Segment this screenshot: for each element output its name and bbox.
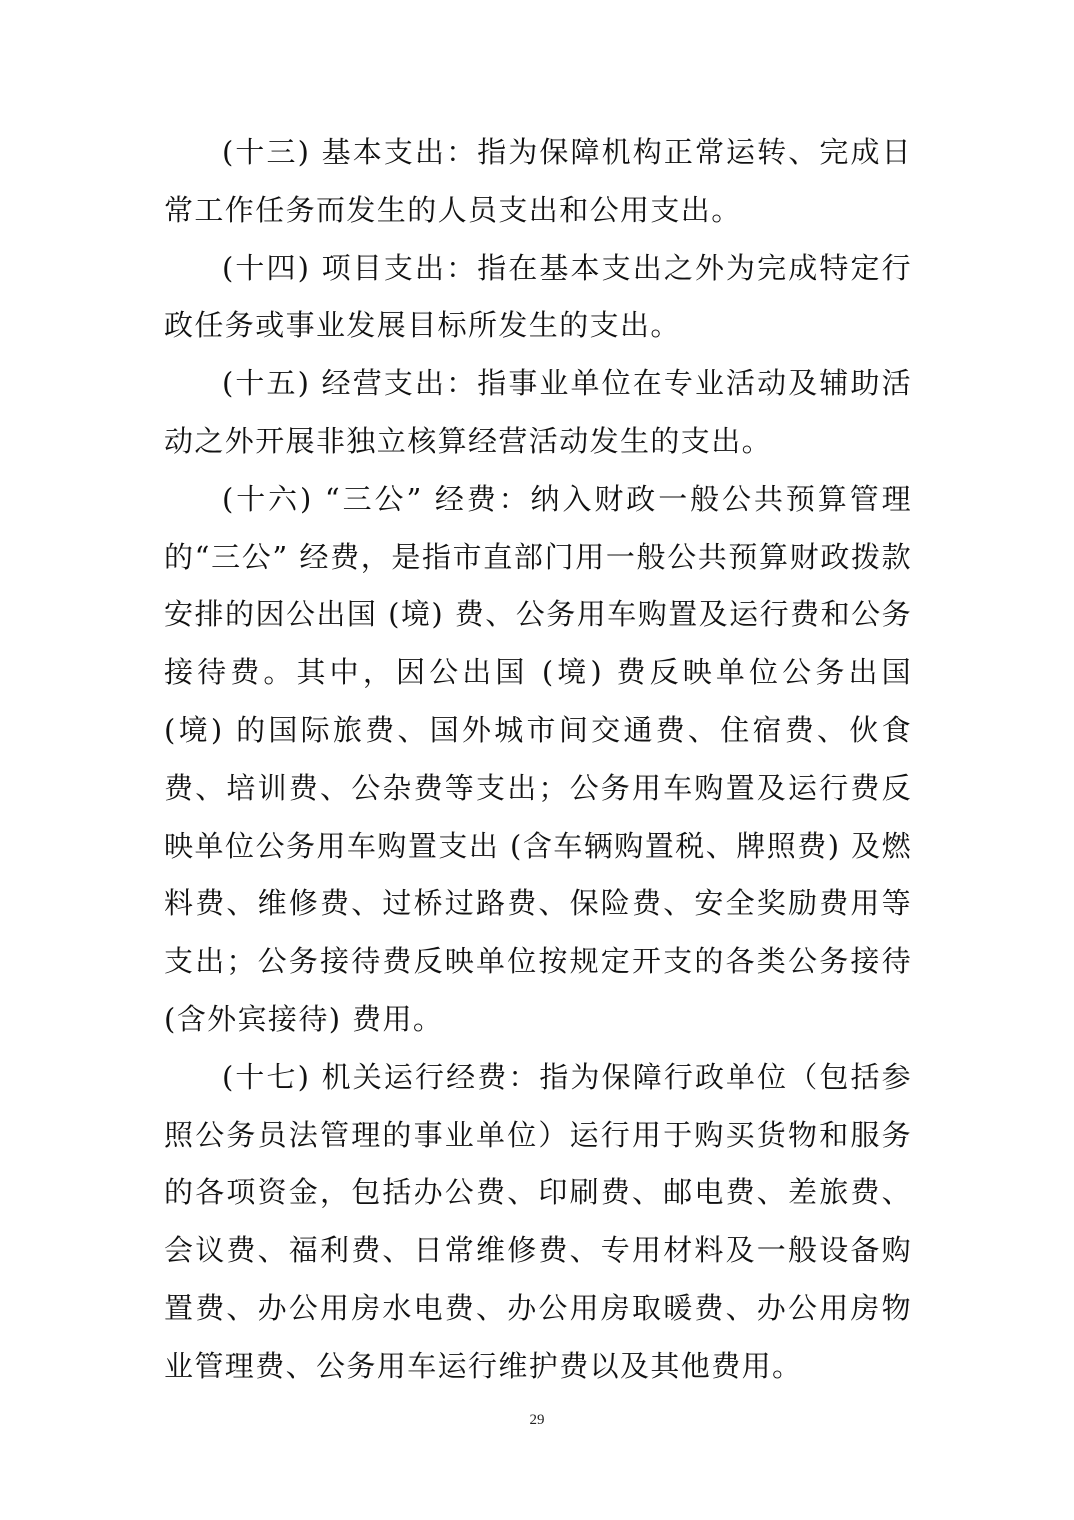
body-text: [164, 124, 912, 1396]
paragraph-project-expenditure: (十四) 项目支出：指在基本支出之外为完成特定行政任务或事业发展目标所发生的支出。: [164, 250, 912, 343]
paragraph-agency-operating-funds: (十七) 机关运行经费：指为保障行政单位（包括参照公务员法管理的事业单位）运行用于购买货物和服务的各项资金，包括办公费、印刷费、邮电费、差旅费、会议费、福利费、日常维修费、专用材料及一般设备购置费、办公用房水电费、办公用房取暖费、办公用房物业管理费、公务用车运行维护费以及其他费用。: [164, 1059, 912, 1383]
page-number: 29: [529, 1412, 545, 1428]
paragraph-basic-expenditure: (十三) 基本支出：指为保障机构正常运转、完成日常工作任务而发生的人员支出和公用支出。: [164, 135, 912, 227]
paragraph-three-public-funds: (十六) “三公” 经费：纳入财政一般公共预算管理的“三公” 经费，是指市直部门用一般公共预算财政拨款安排的因公出国 (境) 费、公务用车购置及运行费和公务接待费。其中，因公出国 (境) 费反映单位公务出国 (境) 的国际旅费、国外城市间交通费、住宿费、伙食费、培训费、公杂费等支出；公务用车购置及运行费反映单位公务用车购置支出 (含车辆购置税、牌照费) 及燃料费、维修费、过桥过路费、保险费、安全奖励费用等支出；公务接待费反映单位按规定开支的各类公务接待 (含外宾接待) 费用。: [164, 481, 912, 1036]
paragraph-operating-expenditure: (十五) 经营支出：指事业单位在专业活动及辅助活动之外开展非独立核算经营活动发生的支出。: [164, 366, 912, 458]
